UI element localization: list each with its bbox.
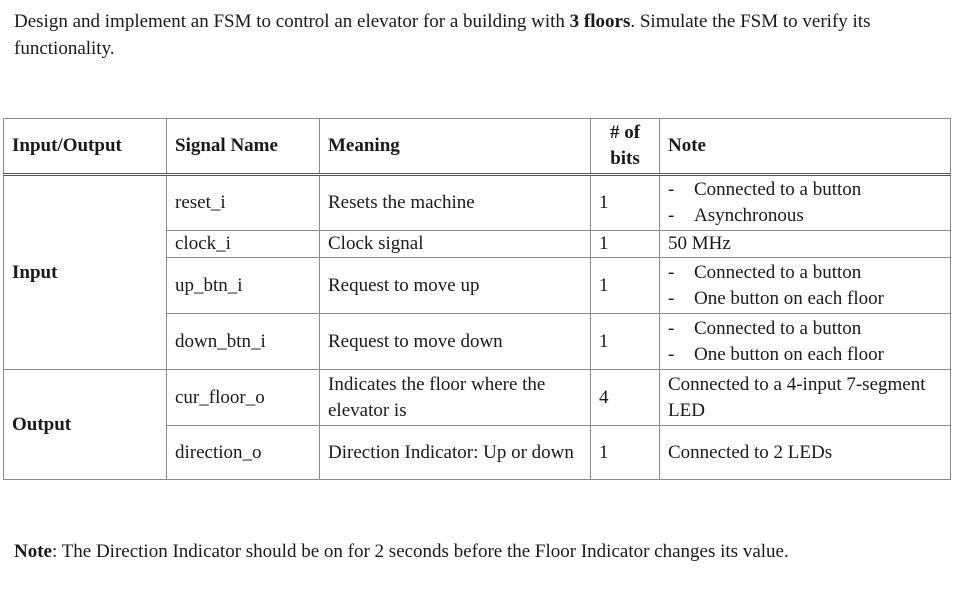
signal-meaning: Direction Indicator: Up or down (320, 426, 591, 480)
signal-note: Connected to a 4-input 7-segment LED (660, 370, 951, 426)
header-note: Note (660, 119, 951, 175)
signal-name: clock_i (167, 231, 320, 258)
table-row (4, 370, 951, 426)
signal-meaning: Indicates the floor where the elevator is (320, 370, 591, 426)
signal-meaning: Request to move down (320, 314, 591, 370)
signal-meaning: Clock signal (320, 231, 591, 258)
signal-meaning: Resets the machine (320, 175, 591, 231)
note-item: - One button on each floor (668, 286, 942, 312)
table-row (4, 175, 951, 231)
footnote-text: : The Direction Indicator should be on for 2 seconds before the Floor Indicator changes its value. (51, 541, 789, 562)
signal-bits: 1 (591, 175, 660, 231)
signal-name: up_btn_i (167, 258, 320, 314)
footnote-label: Note (14, 541, 52, 562)
intro-text-post: . Simulate the FSM to verify its functionality. (14, 11, 871, 59)
signal-name: cur_floor_o (167, 370, 320, 426)
header-signal-name: Signal Name (167, 119, 320, 175)
signal-bits: 4 (591, 370, 660, 426)
signal-bits: 1 (591, 231, 660, 258)
signal-note: 50 MHz (660, 231, 951, 258)
note-item: - Asynchronous (668, 203, 942, 229)
signal-note (660, 175, 951, 231)
problem-statement (14, 8, 939, 62)
table-header-row (4, 119, 951, 175)
signal-name: down_btn_i (167, 314, 320, 370)
group-output: Output (4, 370, 167, 480)
note-item: - Connected to a button (668, 260, 942, 286)
io-signal-table (3, 118, 951, 480)
header-io: Input/Output (4, 119, 167, 175)
header-meaning: Meaning (320, 119, 591, 175)
group-input: Input (4, 175, 167, 370)
signal-note (660, 314, 951, 370)
signal-name: direction_o (167, 426, 320, 480)
footnote (14, 538, 939, 565)
header-bits: # of bits (591, 119, 660, 175)
signal-note: Connected to 2 LEDs (660, 426, 951, 480)
signal-bits: 1 (591, 314, 660, 370)
signal-note (660, 258, 951, 314)
intro-text-pre: Design and implement an FSM to control an elevator for a building with (14, 11, 570, 32)
signal-bits: 1 (591, 426, 660, 480)
signal-meaning: Request to move up (320, 258, 591, 314)
intro-floor-count: 3 floors (569, 11, 631, 32)
signal-bits: 1 (591, 258, 660, 314)
note-item: - One button on each floor (668, 342, 942, 368)
note-item: - Connected to a button (668, 316, 942, 342)
signal-name: reset_i (167, 175, 320, 231)
note-item: - Connected to a button (668, 177, 942, 203)
